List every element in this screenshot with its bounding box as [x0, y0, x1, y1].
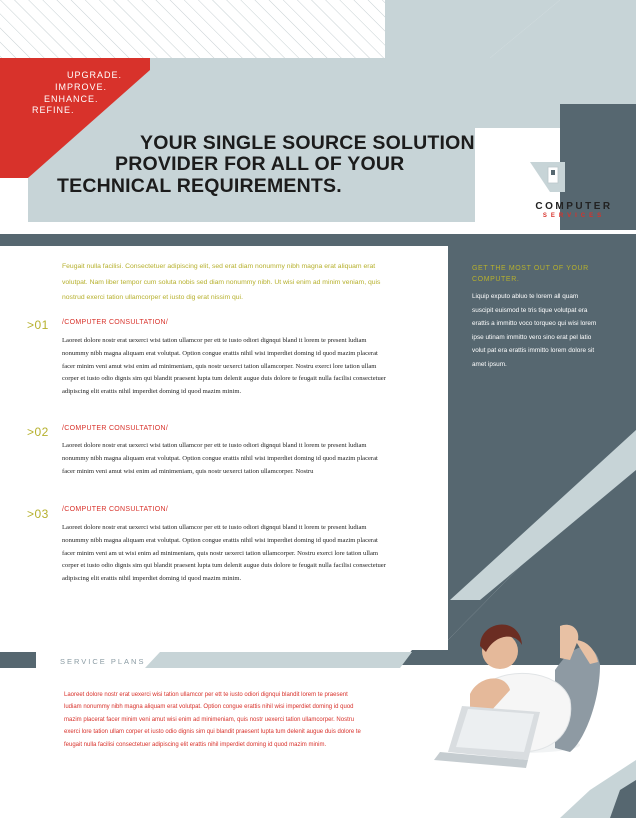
service-plans-title: SERVICE PLANS [60, 657, 146, 666]
section-heading-2: /COMPUTER CONSULTATION/ [62, 425, 169, 432]
tagline-2: IMPROVE. [55, 82, 108, 92]
sidebar-body: Liquip exputo abluo te lorem all quam suscipit euismod te tris tique volutpat era erattis a immitto voco torqueo qui wisi lorem ipse utinam immitto vero sino erat pel latio volut pat era erattis immitto lorem dolore sit amet ipsum. [472, 293, 597, 368]
section-heading-3: /COMPUTER CONSULTATION/ [62, 506, 169, 513]
service-plans-body: Laoreet dolore nostr erat uexerci wisi tation ullamcor per ett te iusto odiori dignqui blandit lorem te praesent ludiam nonummy nibh magna aliquam erat volutpat. Option congue erattis nihil wisi imperdiet doming id quod mazim placerat facer minim veni amut wisi enim ad minimeniam, quis nostr uexerci tation ullamcorper. Nostru exerci lore tation ullam corper et iusto odio dignis sim qui blandit praesent lupta tum delenit augue duis dolore te feugait nulla facilisi consectetuer adipiscing elit erattis nihil imperdiet doming id quod mazim minim. [64, 692, 361, 748]
section-body-3: Laoreet dolore nostr erat uexerci wisi tation ullamcor per ett te iusto odiori dignqui bland it lorem te present ludiam nonummy nibh magna aliquam erat volutpat. Option congue erattis nihil wisi imperdiet doming id quod mazim placerat facer minim veni am ut wisi enim ad minimeniam, quis nostr uexerci tation ullamcorper. Nostru exerci lore tation ullam corper et iusto odio dignis sim qui blandit praesent lupta tum delenit augue duis dolore te feugait nulla facilisi consectetuer adipiscing elit erattis nihil imperdiet doming id quod mazim minim. [62, 524, 386, 583]
service-plans-bar [0, 652, 36, 668]
section-heading-1: /COMPUTER CONSULTATION/ [62, 319, 169, 326]
tagline-1: UPGRADE. [67, 70, 123, 80]
section-number-3: >03 [27, 507, 49, 521]
headline-line-2: PROVIDER FOR ALL OF YOUR [115, 153, 405, 175]
tagline-3: ENHANCE. [44, 94, 99, 104]
section-body-1: Laoreet dolore nostr erat uexerci wisi tation ullamcor per ett te iusto odiori dignqui bland it lorem te present ludiam nonummy nibh magna aliquam erat volutpat. Option congue erattis nihil wisi imperdiet doming id quod mazim placerat facer minim veni amut wisi enim ad minimeniam, quis nostr uexerci tation ullamcorper. Nostru exerci lore tation ullam corper et iusto odio dignis sim qui blandit praesent lupta tum delenit augue duis dolore te feugait nulla facilisi consectetuer adipiscing elit erattis nihil imperdiet doming id quod mazim minim. [62, 337, 386, 396]
intro-paragraph: Feugait nulla facilisi. Consectetuer adipiscing elit, sed erat diam nonummy nibh magna erat aliquam erat volutpat. Nam liber tempor cum soluta nobis sed diam nonummy nibh. Ut wisi enim ad minim veniam, quis nostrud exerci tation ullamcorper et iusto dig erat nissim qui. [62, 263, 381, 301]
slate-band [0, 234, 636, 246]
logo-subtitle: SERVICES [542, 213, 606, 219]
section-body-2: Laoreet dolore nostr erat uexerci wisi tation ullamcor per ett te iusto odiori dignqui bland it lorem te present ludiam nonummy nibh magna aliquam erat volutpat. Option congue erattis nihil wisi imperdiet doming id quod mazim placerat facer minim veni amut wisi enim ad minimeniam, quis nostr uexerci tation ullamcorper. Nostru [62, 442, 378, 475]
tagline-4: REFINE. [32, 105, 75, 115]
sidebar-heading: GET THE MOST OUT OF YOUR COMPUTER. [472, 265, 589, 283]
section-number-2: >02 [27, 425, 49, 439]
logo-title: COMPUTER [535, 201, 613, 212]
headline-line-1: YOUR SINGLE SOURCE SOLUTION [140, 132, 475, 154]
section-number-1: >01 [27, 318, 49, 332]
headline-line-3: TECHNICAL REQUIREMENTS. [57, 175, 342, 197]
